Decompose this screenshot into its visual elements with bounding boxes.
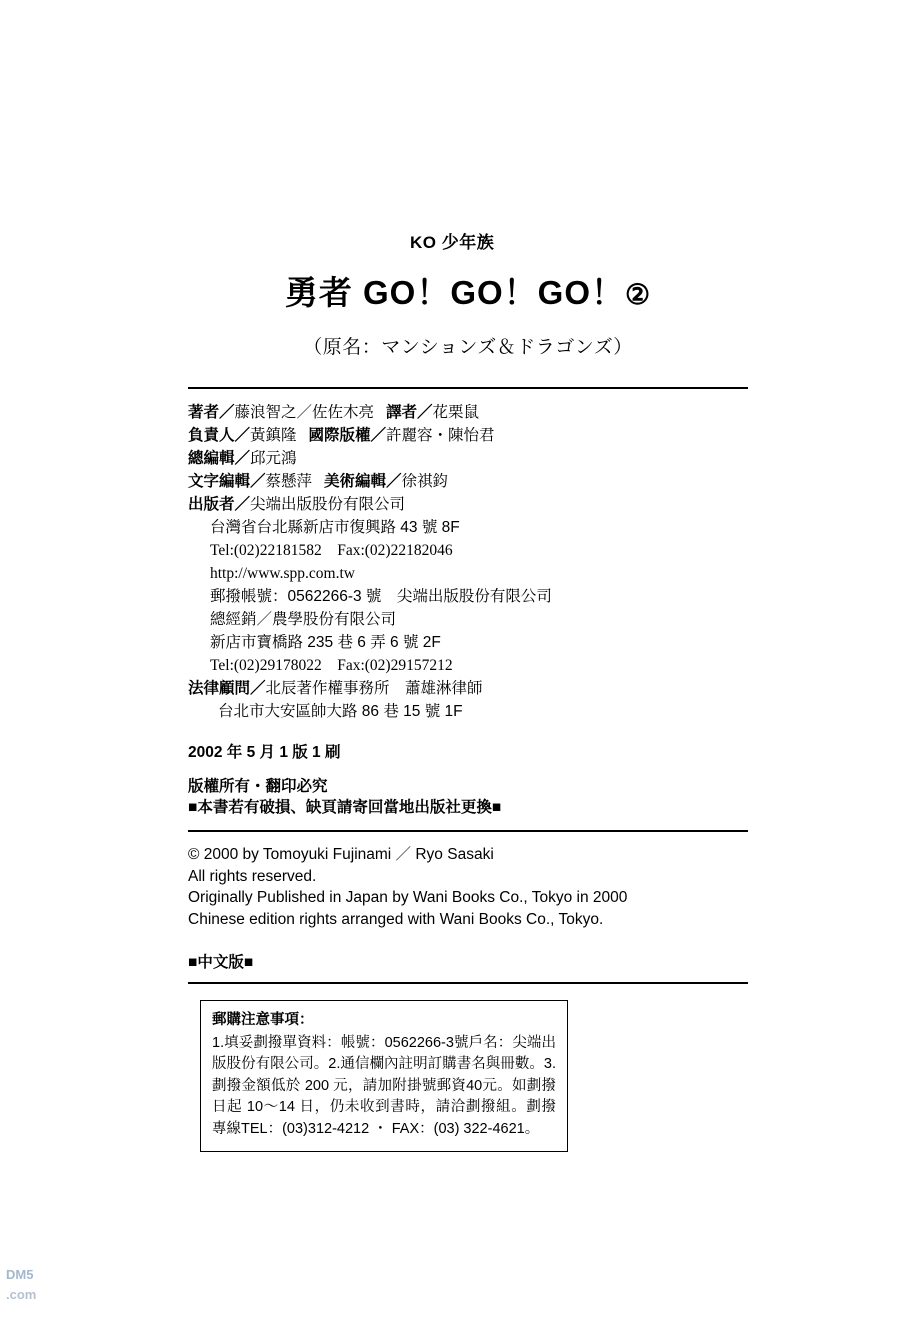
divider-middle	[188, 830, 748, 832]
credit-label-art-editor: 美術編輯／	[324, 473, 402, 490]
distributor-address: 新店市寶橋路 235 巷 6 弄 6 號 2F	[210, 634, 441, 651]
english-rights-block	[188, 844, 748, 930]
watermark-line1: DM5	[6, 1267, 34, 1282]
credit-value-art-editor: 徐祺鈞	[401, 473, 449, 490]
legal-address: 台北市大安區帥大路 86 巷 15 號 1F	[218, 703, 463, 720]
page-title	[188, 267, 748, 314]
credit-value-publisher: 尖端出版股份有限公司	[250, 496, 406, 513]
series-label: KO 少年族	[410, 233, 495, 252]
distributor-phone-fax: Tel:(02)29178022 Fax:(02)29157212	[210, 657, 453, 674]
english-line-arranged: Chinese edition rights arranged with Wani Books Co., Tokyo.	[188, 910, 604, 928]
main-title-text: 勇者 GO！GO！GO！	[284, 274, 626, 311]
copyright-notice-line2: ■本書若有破損、缺頁請寄回當地出版社更換■	[188, 799, 502, 816]
publication-date: 2002 年 5 月 1 版 1 刷	[188, 744, 341, 761]
credit-row-publisher	[188, 493, 748, 516]
credit-value-translator: 花栗鼠	[432, 404, 480, 421]
credit-value-text-editor: 蔡懸萍	[265, 473, 313, 490]
credits-block	[188, 401, 748, 723]
original-title: （原名：マンションズ＆ドラゴンズ）	[303, 337, 633, 358]
divider-bottom	[188, 982, 748, 984]
publisher-website[interactable]: http://www.spp.com.tw	[210, 565, 355, 582]
credit-label-translator: 譯者／	[386, 404, 433, 421]
mail-order-notice-title: 郵購注意事項：	[212, 1012, 314, 1028]
publisher-address: 台灣省台北縣新店市復興路 43 號 8F	[210, 519, 460, 536]
credit-label-publisher: 出版者／	[188, 496, 251, 513]
copyright-notice	[188, 776, 748, 818]
volume-number: ②	[625, 279, 652, 310]
credit-label-rights: 國際版權／	[308, 427, 387, 444]
credit-row-legal	[188, 677, 748, 700]
credit-label-legal: 法律顧問／	[188, 680, 266, 697]
credit-value-chief-editor: 邱元鴻	[250, 450, 297, 467]
copyright-notice-line1: 版權所有・翻印必究	[188, 778, 328, 795]
postal-account: 郵撥帳號：0562266-3 號 尖端出版股份有限公司	[210, 588, 552, 605]
chinese-edition-mark: ■中文版■	[188, 954, 254, 971]
credit-row-text-editor	[188, 470, 748, 493]
credit-value-rights: 許麗容・陳怡君	[386, 427, 495, 444]
mail-order-notice-box	[200, 1000, 568, 1152]
credit-value-manager: 黃鎮隆	[250, 427, 297, 444]
credit-row-manager	[188, 424, 748, 447]
english-line-original: Originally Published in Japan by Wani Books Co., Tokyo in 2000	[188, 889, 628, 906]
colophon-content	[188, 0, 748, 1152]
mail-order-notice-body: 1.填妥劃撥單資料：帳號：0562266-3號戶名：尖端出版股份有限公司。2.通信欄內註明訂購書名與冊數。3.劃撥金額低於 200 元，請加附掛號郵資40元。如劃撥日起 10～14 日，仍未收到書時，請洽劃撥組。劃撥專線TEL：(03)312-4212 ・ FAX：(03) 322-4621。	[212, 1034, 556, 1137]
credit-row-author	[188, 401, 748, 424]
watermark-line2: .com	[6, 1287, 37, 1302]
publisher-phone-fax: Tel:(02)22181582 Fax:(02)22182046	[210, 542, 453, 559]
credit-label-chief-editor: 總編輯／	[188, 450, 251, 467]
credit-label-author: 著者／	[188, 404, 235, 421]
credit-label-text-editor: 文字編輯／	[188, 473, 266, 490]
credit-value-author: 藤浪智之／佐佐木亮	[234, 404, 375, 421]
english-line-rights: All rights reserved.	[188, 867, 317, 885]
watermark-logo	[4, 1265, 66, 1321]
english-line-copyright: © 2000 by Tomoyuki Fujinami ／ Ryo Sasaki	[188, 846, 494, 863]
divider-top	[188, 387, 748, 389]
credit-label-manager: 負責人／	[188, 427, 251, 444]
credit-row-chief-editor	[188, 447, 748, 470]
credit-value-legal: 北辰著作權事務所 蕭雄淋律師	[265, 680, 483, 697]
distributor: 總經銷／農學股份有限公司	[210, 611, 397, 628]
